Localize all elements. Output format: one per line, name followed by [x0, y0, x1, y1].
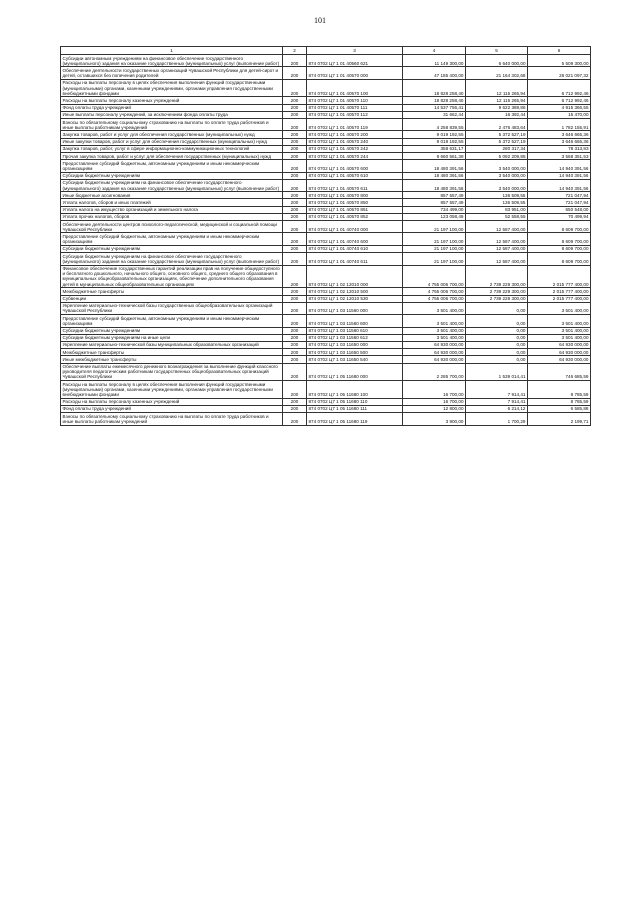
row-unexecuted-cell: 15 470,00 — [528, 111, 591, 118]
row-executed-cell: 12 115 265,94 — [466, 97, 528, 104]
row-unexecuted-cell: 721 047,94 — [528, 192, 591, 199]
row-unexecuted-cell: 3 646 665,36 — [528, 131, 591, 138]
row-name-cell: Субсидии бюджетным учреждениям — [61, 327, 283, 334]
row-budget-code-cell: 874 0702 Ц7 1 05 11680 110 — [307, 398, 403, 405]
row-budget-code-cell: 874 0702 Ц7 1 01 40560 621 — [307, 55, 403, 67]
row-line-code-cell: 200 — [283, 334, 307, 341]
row-executed-cell: 83 951,00 — [466, 206, 528, 213]
row-name-cell: Расходы на выплаты персоналу в целях обеспечения выполнения функций государственными (муниципальными) органами, казенными учреждениями, органами управления государственными внебюджетными фондами — [61, 381, 283, 399]
row-budget-code-cell: 874 0702 Ц7 1 03 11560 000 — [307, 302, 403, 314]
row-line-code-cell: 200 — [283, 349, 307, 356]
row-unexecuted-cell: 3 646 665,36 — [528, 138, 591, 145]
row-approved-cell: 8 660 561,38 — [403, 153, 466, 160]
row-name-cell: Взносы по обязательному социальному страхованию на выплаты по оплате труда работников и иные выплаты работникам учреждений — [61, 413, 283, 425]
table-row — [61, 138, 591, 145]
row-executed-cell: 0,00 — [466, 334, 528, 341]
table-row — [61, 131, 591, 138]
row-name-cell: Субсидии бюджетным учреждениям на финансовое обеспечение государственного (муниципального) задания на оказание государственных (муниципальных) услуг (выполнение работ) — [61, 253, 283, 265]
table-row — [61, 97, 591, 104]
row-approved-cell: 18 828 258,40 — [403, 79, 466, 97]
row-approved-cell: 3 501 400,00 — [403, 327, 466, 334]
row-line-code-cell: 200 — [283, 131, 307, 138]
row-unexecuted-cell: 8 785,59 — [528, 381, 591, 399]
row-approved-cell: 9 019 192,55 — [403, 131, 466, 138]
row-executed-cell: 6 640 000,00 — [466, 55, 528, 67]
row-unexecuted-cell: 3 501 400,00 — [528, 327, 591, 334]
row-unexecuted-cell: 4 915 366,55 — [528, 104, 591, 111]
row-unexecuted-cell: 2 015 777 400,00 — [528, 288, 591, 295]
row-unexecuted-cell: 64 930 000,00 — [528, 356, 591, 363]
row-name-cell: Обеспечение выплаты ежемесячного денежного вознаграждения за выполнение функций классного руководителя педагогическим работникам государственных общеобразовательных организаций Чувашской Республики — [61, 363, 283, 381]
row-executed-cell: 5 092 209,85 — [466, 153, 528, 160]
table-row — [61, 221, 591, 233]
row-approved-cell: 64 930 000,00 — [403, 341, 466, 348]
row-unexecuted-cell: 8 609 700,00 — [528, 253, 591, 265]
row-approved-cell: 2 285 700,00 — [403, 363, 466, 381]
table-row — [61, 295, 591, 302]
row-approved-cell: 47 185 400,00 — [403, 67, 466, 79]
row-executed-cell: 16 392,44 — [466, 111, 528, 118]
row-name-cell: Субсидии автономным учреждениям на финансовое обеспечение государственного (муниципального) задания на оказание государственных (муниципальных) услуг (выполнение работ) — [61, 55, 283, 67]
column-header-1: 1 — [61, 47, 283, 55]
table-row — [61, 192, 591, 199]
row-executed-cell: 3 540 000,00 — [466, 160, 528, 172]
table-row — [61, 315, 591, 327]
column-header-3: 3 — [307, 47, 403, 55]
row-unexecuted-cell: 14 940 391,56 — [528, 179, 591, 191]
row-budget-code-cell: 874 0702 Ц7 1 01 40570 600 — [307, 160, 403, 172]
row-approved-cell: 857 557,49 — [403, 199, 466, 206]
row-approved-cell: 4 258 839,55 — [403, 119, 466, 131]
table-row — [61, 381, 591, 399]
row-name-cell: Предоставление субсидий бюджетным, автономным учреждениям и иным некоммерческим организациям — [61, 315, 283, 327]
row-unexecuted-cell: 8 785,59 — [528, 398, 591, 405]
row-line-code-cell: 200 — [283, 341, 307, 348]
row-budget-code-cell: 874 0702 Ц7 1 02 12010 000 — [307, 265, 403, 288]
row-executed-cell: 12 587 400,00 — [466, 221, 528, 233]
row-budget-code-cell: 874 0702 Ц7 1 01 40740 611 — [307, 253, 403, 265]
row-executed-cell: 12 587 400,00 — [466, 245, 528, 252]
row-name-cell: Прочая закупка товаров, работ и услуг для обеспечения государственных (муниципальных) нужд — [61, 153, 283, 160]
row-budget-code-cell: 874 0702 Ц7 1 01 40570 244 — [307, 153, 403, 160]
row-unexecuted-cell: 5 509 300,00 — [528, 55, 591, 67]
row-unexecuted-cell: 8 609 700,00 — [528, 221, 591, 233]
table-row — [61, 111, 591, 118]
row-unexecuted-cell: 6 712 992,46 — [528, 97, 591, 104]
row-budget-code-cell: 874 0702 Ц7 1 01 40570 800 — [307, 192, 403, 199]
table-row — [61, 55, 591, 67]
table-row — [61, 199, 591, 206]
row-approved-cell: 11 149 300,00 — [403, 55, 466, 67]
row-approved-cell: 18 480 391,56 — [403, 172, 466, 179]
row-approved-cell: 3 501 400,00 — [403, 315, 466, 327]
column-header-6: 6 — [528, 47, 591, 55]
row-name-cell: Уплата налогов, сборов и иных платежей — [61, 199, 283, 206]
row-executed-cell: 0,00 — [466, 349, 528, 356]
row-name-cell: Взносы по обязательному социальному страхованию на выплаты по оплате труда работников и иные выплаты работникам учреждений — [61, 119, 283, 131]
row-name-cell: Укрепление материально-технической базы муниципальных образовательных организаций — [61, 341, 283, 348]
row-budget-code-cell: 874 0702 Ц7 1 01 40570 110 — [307, 97, 403, 104]
row-executed-cell: 9 622 389,86 — [466, 104, 528, 111]
table-row — [61, 413, 591, 425]
table-row — [61, 398, 591, 405]
row-executed-cell: 1 700,29 — [466, 413, 528, 425]
row-approved-cell: 18 828 258,40 — [403, 97, 466, 104]
row-unexecuted-cell: 8 609 700,00 — [528, 233, 591, 245]
row-line-code-cell: 200 — [283, 381, 307, 399]
row-unexecuted-cell: 3 501 400,00 — [528, 334, 591, 341]
table-row — [61, 179, 591, 191]
table-row — [61, 349, 591, 356]
row-approved-cell: 21 197 100,00 — [403, 253, 466, 265]
row-executed-cell: 136 509,55 — [466, 192, 528, 199]
row-line-code-cell: 200 — [283, 288, 307, 295]
row-unexecuted-cell: 3 501 400,00 — [528, 315, 591, 327]
row-name-cell: Закупка товаров, работ и услуг для обеспечения государственных (муниципальных) нужд — [61, 131, 283, 138]
row-approved-cell: 123 058,49 — [403, 213, 466, 220]
row-name-cell: Субсидии бюджетным учреждениям — [61, 172, 283, 179]
table-row — [61, 213, 591, 220]
row-unexecuted-cell: 650 548,00 — [528, 206, 591, 213]
row-executed-cell: 136 509,55 — [466, 199, 528, 206]
row-executed-cell: 3 540 000,00 — [466, 179, 528, 191]
row-approved-cell: 21 197 100,00 — [403, 221, 466, 233]
row-executed-cell: 6 214,12 — [466, 405, 528, 412]
row-budget-code-cell: 874 0702 Ц7 1 02 12010 500 — [307, 288, 403, 295]
row-unexecuted-cell: 6 712 992,46 — [528, 79, 591, 97]
row-budget-code-cell: 874 0702 Ц7 1 01 40740 600 — [307, 233, 403, 245]
row-line-code-cell: 200 — [283, 233, 307, 245]
row-line-code-cell: 200 — [283, 295, 307, 302]
column-header-4: 4 — [403, 47, 466, 55]
row-line-code-cell: 200 — [283, 413, 307, 425]
row-line-code-cell: 200 — [283, 111, 307, 118]
row-executed-cell: 0,00 — [466, 302, 528, 314]
row-budget-code-cell: 874 0702 Ц7 1 01 40570 851 — [307, 206, 403, 213]
row-line-code-cell: 200 — [283, 302, 307, 314]
row-approved-cell: 12 800,00 — [403, 405, 466, 412]
row-budget-code-cell: 874 0702 Ц7 1 01 40570 240 — [307, 138, 403, 145]
row-budget-code-cell: 874 0702 Ц7 1 03 11560 610 — [307, 327, 403, 334]
row-name-cell: Закупка товаров, работ, услуг в сфере информационно-коммуникационных технологий — [61, 145, 283, 152]
row-approved-cell: 21 197 100,00 — [403, 245, 466, 252]
row-approved-cell: 4 755 006 700,00 — [403, 295, 466, 302]
table-header-row — [61, 47, 591, 55]
row-executed-cell: 7 914,41 — [466, 381, 528, 399]
table-row — [61, 356, 591, 363]
row-approved-cell: 16 700,00 — [403, 381, 466, 399]
row-line-code-cell: 200 — [283, 213, 307, 220]
row-name-cell: Укрепление материально-технической базы государственных общеобразовательных организаций Чувашской Республики — [61, 302, 283, 314]
table-row — [61, 67, 591, 79]
row-approved-cell: 4 755 006 700,00 — [403, 265, 466, 288]
row-name-cell: Иные бюджетные ассигнования — [61, 192, 283, 199]
table-row — [61, 160, 591, 172]
table-row — [61, 145, 591, 152]
row-executed-cell: 5 372 527,19 — [466, 131, 528, 138]
row-name-cell: Финансовое обеспечение государственных гарантий реализации прав на получение общедоступного и бесплатного дошкольного, начального общего, основного общего, среднего общего образования в муниципальных общеобразовательных организациях, обеспечение дополнительного образования детей в муниципальных общеобразовательных организациях — [61, 265, 283, 288]
row-budget-code-cell: 874 0702 Ц7 1 01 40570 850 — [307, 199, 403, 206]
row-executed-cell: 0,00 — [466, 327, 528, 334]
row-line-code-cell: 200 — [283, 253, 307, 265]
row-executed-cell: 280 317,34 — [466, 145, 528, 152]
table-row — [61, 327, 591, 334]
row-name-cell: Межбюджетные трансферты — [61, 349, 283, 356]
row-name-cell: Уплата налога на имущество организаций и земельного налога — [61, 206, 283, 213]
row-line-code-cell: 200 — [283, 327, 307, 334]
table-row — [61, 334, 591, 341]
row-line-code-cell: 200 — [283, 398, 307, 405]
row-line-code-cell: 200 — [283, 138, 307, 145]
table-row — [61, 405, 591, 412]
column-header-5: 5 — [466, 47, 528, 55]
row-approved-cell: 857 557,49 — [403, 192, 466, 199]
row-name-cell: Субсидии бюджетным учреждениям на иные цели — [61, 334, 283, 341]
row-approved-cell: 16 700,00 — [403, 398, 466, 405]
table-row — [61, 104, 591, 111]
row-name-cell: Субвенции — [61, 295, 283, 302]
row-executed-cell: 52 558,55 — [466, 213, 528, 220]
row-line-code-cell: 200 — [283, 67, 307, 79]
row-executed-cell: 12 587 400,00 — [466, 233, 528, 245]
row-budget-code-cell: 874 0702 Ц7 1 05 11680 000 — [307, 363, 403, 381]
row-line-code-cell: 200 — [283, 55, 307, 67]
row-line-code-cell: 200 — [283, 119, 307, 131]
row-line-code-cell: 200 — [283, 97, 307, 104]
row-executed-cell: 0,00 — [466, 356, 528, 363]
table-row — [61, 153, 591, 160]
row-name-cell: Предоставление субсидий бюджетным, автономным учреждениям и иным некоммерческим организациям — [61, 160, 283, 172]
row-name-cell: Обеспечение деятельности государственных организаций Чувашской Республики для детей-сирот и детей, оставшихся без попечения родителей — [61, 67, 283, 79]
row-name-cell: Субсидии бюджетным учреждениям на финансовое обеспечение государственного (муниципального) задания на оказание государственных (муниципальных) услуг (выполнение работ) — [61, 179, 283, 191]
row-approved-cell: 3 900,00 — [403, 413, 466, 425]
row-approved-cell: 3 501 400,00 — [403, 334, 466, 341]
row-executed-cell: 12 587 400,00 — [466, 253, 528, 265]
row-line-code-cell: 200 — [283, 245, 307, 252]
row-budget-code-cell: 874 0702 Ц7 1 01 40570 000 — [307, 67, 403, 79]
table-row — [61, 363, 591, 381]
row-line-code-cell: 200 — [283, 153, 307, 160]
table-row — [61, 206, 591, 213]
table-row — [61, 245, 591, 252]
table-row — [61, 265, 591, 288]
row-name-cell: Обеспечение деятельности центров психолого-педагогической, медицинской и социальной помощи Чувашской Республики — [61, 221, 283, 233]
row-executed-cell: 3 540 000,00 — [466, 172, 528, 179]
row-budget-code-cell: 874 0702 Ц7 1 01 40570 100 — [307, 79, 403, 97]
row-approved-cell: 3 501 400,00 — [403, 302, 466, 314]
table-row — [61, 172, 591, 179]
row-executed-cell: 2 739 229 300,00 — [466, 288, 528, 295]
row-budget-code-cell: 874 0702 Ц7 1 01 40570 119 — [307, 119, 403, 131]
row-name-cell: Уплата прочих налогов, сборов — [61, 213, 283, 220]
row-line-code-cell: 200 — [283, 315, 307, 327]
row-budget-code-cell: 874 0702 Ц7 1 05 11680 100 — [307, 381, 403, 399]
row-executed-cell: 2 739 229 300,00 — [466, 265, 528, 288]
row-line-code-cell: 200 — [283, 145, 307, 152]
row-approved-cell: 9 019 192,55 — [403, 138, 466, 145]
row-line-code-cell: 200 — [283, 160, 307, 172]
row-executed-cell: 0,00 — [466, 341, 528, 348]
row-budget-code-cell: 874 0702 Ц7 1 01 40570 610 — [307, 172, 403, 179]
row-unexecuted-cell: 14 940 391,56 — [528, 160, 591, 172]
page-number: 101 — [314, 16, 326, 25]
row-line-code-cell: 200 — [283, 172, 307, 179]
row-executed-cell: 21 164 302,68 — [466, 67, 528, 79]
row-unexecuted-cell: 2 199,71 — [528, 413, 591, 425]
table-row — [61, 288, 591, 295]
row-line-code-cell: 200 — [283, 79, 307, 97]
row-line-code-cell: 200 — [283, 221, 307, 233]
row-executed-cell: 0,00 — [466, 315, 528, 327]
row-executed-cell: 12 115 265,94 — [466, 79, 528, 97]
table-row — [61, 233, 591, 245]
row-name-cell: Расходы на выплаты персоналу в целях обеспечения выполнения функций государственными (муниципальными) органами, казенными учреждениями, органами управления государственными внебюджетными фондами — [61, 79, 283, 97]
row-budget-code-cell: 874 0702 Ц7 1 01 40570 611 — [307, 179, 403, 191]
row-budget-code-cell: 874 0702 Ц7 1 01 40570 200 — [307, 131, 403, 138]
table-row — [61, 79, 591, 97]
row-budget-code-cell: 874 0702 Ц7 1 01 40570 112 — [307, 111, 403, 118]
row-unexecuted-cell: 64 930 000,00 — [528, 349, 591, 356]
row-unexecuted-cell: 2 015 777 400,00 — [528, 265, 591, 288]
row-name-cell: Иные выплаты персоналу учреждений, за исключением фонда оплаты труда — [61, 111, 283, 118]
row-line-code-cell: 200 — [283, 206, 307, 213]
row-budget-code-cell: 874 0702 Ц7 1 01 40740 610 — [307, 245, 403, 252]
row-budget-code-cell: 874 0702 Ц7 1 03 11650 000 — [307, 341, 403, 348]
row-unexecuted-cell: 70 499,94 — [528, 213, 591, 220]
row-name-cell: Фонд оплаты труда учреждений — [61, 104, 283, 111]
row-unexecuted-cell: 26 021 097,32 — [528, 67, 591, 79]
row-unexecuted-cell: 8 609 700,00 — [528, 245, 591, 252]
row-line-code-cell: 200 — [283, 405, 307, 412]
row-approved-cell: 358 631,17 — [403, 145, 466, 152]
row-budget-code-cell: 874 0702 Ц7 1 02 12010 530 — [307, 295, 403, 302]
row-executed-cell: 7 914,41 — [466, 398, 528, 405]
row-name-cell: Субсидии бюджетным учреждениям — [61, 245, 283, 252]
row-approved-cell: 4 755 006 700,00 — [403, 288, 466, 295]
row-name-cell: Иные закупки товаров, работ и услуг для обеспечения государственных (муниципальных) нужд — [61, 138, 283, 145]
table-row — [61, 341, 591, 348]
row-approved-cell: 31 662,44 — [403, 111, 466, 118]
row-executed-cell: 1 539 014,41 — [466, 363, 528, 381]
table-row — [61, 253, 591, 265]
row-unexecuted-cell: 78 313,83 — [528, 145, 591, 152]
row-approved-cell: 18 480 391,56 — [403, 160, 466, 172]
row-name-cell: Межбюджетные трансферты — [61, 288, 283, 295]
column-header-2: 2 — [283, 47, 307, 55]
row-approved-cell: 14 537 756,41 — [403, 104, 466, 111]
row-line-code-cell: 200 — [283, 179, 307, 191]
budget-table — [60, 46, 591, 426]
table-row — [61, 119, 591, 131]
row-approved-cell: 64 930 000,00 — [403, 349, 466, 356]
row-budget-code-cell: 874 0702 Ц7 1 03 11650 540 — [307, 356, 403, 363]
row-executed-cell: 2 739 229 300,00 — [466, 295, 528, 302]
row-line-code-cell: 200 — [283, 192, 307, 199]
row-budget-code-cell: 874 0702 Ц7 1 01 40570 242 — [307, 145, 403, 152]
row-approved-cell: 21 197 100,00 — [403, 233, 466, 245]
row-budget-code-cell: 874 0702 Ц7 1 01 40570 852 — [307, 213, 403, 220]
row-budget-code-cell: 874 0702 Ц7 1 01 40740 000 — [307, 221, 403, 233]
row-approved-cell: 64 930 000,00 — [403, 356, 466, 363]
row-approved-cell: 734 499,00 — [403, 206, 466, 213]
row-budget-code-cell: 874 0702 Ц7 1 03 11650 500 — [307, 349, 403, 356]
row-line-code-cell: 200 — [283, 265, 307, 288]
row-name-cell: Иные межбюджетные трансферты — [61, 356, 283, 363]
row-name-cell: Предоставление субсидий бюджетным, автономным учреждениям и иным некоммерческим организациям — [61, 233, 283, 245]
row-line-code-cell: 200 — [283, 104, 307, 111]
table-row — [61, 302, 591, 314]
row-unexecuted-cell: 14 940 391,56 — [528, 172, 591, 179]
table-body — [61, 55, 591, 426]
row-unexecuted-cell: 2 015 777 400,00 — [528, 295, 591, 302]
row-budget-code-cell: 874 0702 Ц7 1 05 11680 111 — [307, 405, 403, 412]
row-unexecuted-cell: 721 047,94 — [528, 199, 591, 206]
row-executed-cell: 2 476 483,64 — [466, 119, 528, 131]
row-unexecuted-cell: 3 568 351,53 — [528, 153, 591, 160]
row-budget-code-cell: 874 0702 Ц7 1 05 11680 119 — [307, 413, 403, 425]
row-budget-code-cell: 874 0702 Ц7 1 03 11560 612 — [307, 334, 403, 341]
row-unexecuted-cell: 6 585,88 — [528, 405, 591, 412]
row-line-code-cell: 200 — [283, 356, 307, 363]
row-unexecuted-cell: 3 501 400,00 — [528, 302, 591, 314]
row-line-code-cell: 200 — [283, 199, 307, 206]
row-executed-cell: 5 372 527,19 — [466, 138, 528, 145]
row-name-cell: Фонд оплаты труда учреждений — [61, 405, 283, 412]
row-approved-cell: 18 480 391,56 — [403, 179, 466, 191]
row-unexecuted-cell: 746 685,59 — [528, 363, 591, 381]
row-name-cell: Расходы на выплаты персоналу казенных учреждений — [61, 97, 283, 104]
row-budget-code-cell: 874 0702 Ц7 1 03 11560 600 — [307, 315, 403, 327]
row-budget-code-cell: 874 0702 Ц7 1 01 40570 111 — [307, 104, 403, 111]
row-unexecuted-cell: 1 782 155,91 — [528, 119, 591, 131]
row-name-cell: Расходы на выплаты персоналу казенных учреждений — [61, 398, 283, 405]
row-unexecuted-cell: 64 930 000,00 — [528, 341, 591, 348]
row-line-code-cell: 200 — [283, 363, 307, 381]
